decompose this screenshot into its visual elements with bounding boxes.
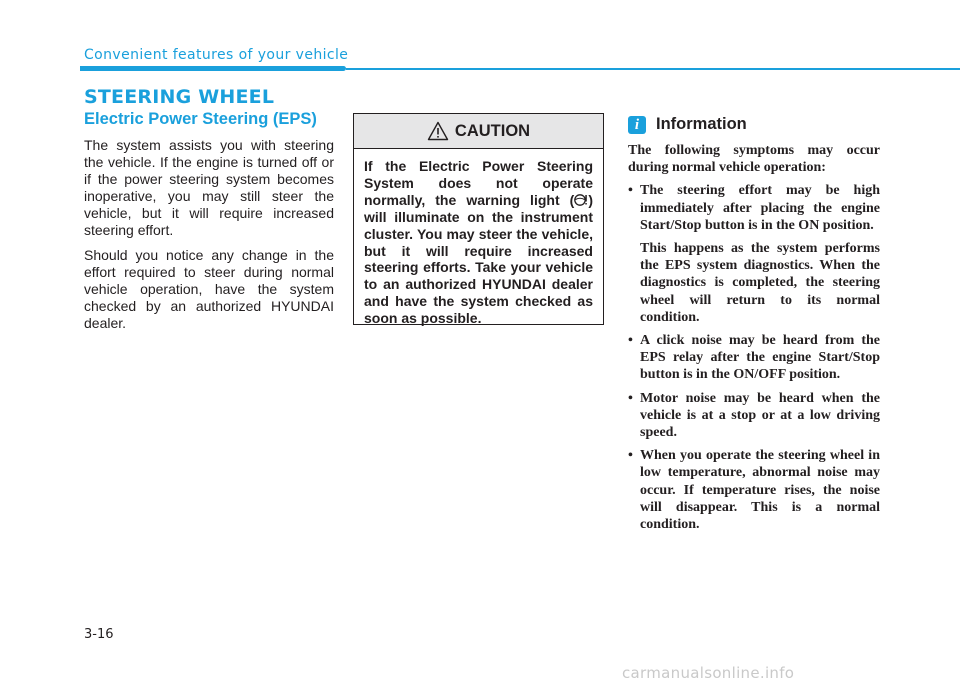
caution-text [354, 149, 603, 327]
subsection-title: Electric Power Steering (EPS) [84, 110, 317, 128]
page-number: 3-16 [84, 627, 114, 642]
list-item-text: When you operate the steering wheel in low temperature, abnormal noise may occur. If temperature rises, the noise will disappear. This is a normal condition. [640, 448, 880, 533]
list-item-extra: This happens as the system performs the EPS system diagnostics. When the diagnostics is completed, the steering wheel will return to its normal condition. [640, 241, 880, 325]
caution-box [353, 113, 604, 325]
list-item-text: Motor noise may be heard when the vehicle is at a stop or at a low driving speed. [640, 390, 880, 441]
header-rule [346, 68, 960, 70]
information-column [628, 142, 880, 539]
paragraph: The system assists you with steering the vehicle. If the engine is turned off or if the power steering system becomes inoperative, you may still steer the vehicle, but it will require increased steering effort. [84, 137, 334, 238]
warning-triangle-icon [427, 121, 449, 141]
section-header: Convenient features of your vehicle [84, 47, 349, 63]
bullet: • [628, 390, 633, 406]
bullet: • [628, 448, 633, 464]
list-item [628, 332, 880, 384]
caution-label: CAUTION [454, 121, 531, 140]
list-item [628, 447, 880, 533]
caution-text-part: If the Electric Power Steering System does not operate normally, the warning light ( [364, 158, 593, 208]
caution-text-part: ) will illuminate on the instrument cluster. You may steer the vehicle, but it will require increased steering efforts. Take your vehicle to an authorized HYUNDAI dealer and have the system checked as soon as possible. [364, 191, 593, 327]
bullet: • [628, 333, 633, 349]
watermark: carmanualsonline.info [622, 664, 795, 682]
steering-warning-icon [574, 193, 588, 207]
information-intro: The following symptoms may occur during normal vehicle operation: [628, 143, 880, 176]
list-item-text: The steering effort may be high immediately after placing the engine Start/Stop button is in the ON position. [640, 183, 880, 233]
list-item [628, 390, 880, 442]
information-title: Information [656, 115, 747, 133]
header-accent-bar [80, 66, 346, 71]
caution-header [354, 114, 603, 149]
page-title: STEERING WHEEL [84, 86, 275, 108]
list-item [628, 182, 880, 326]
bullet: • [628, 183, 633, 199]
info-icon: i [628, 116, 646, 134]
information-header [628, 115, 747, 134]
left-column [84, 137, 334, 340]
paragraph: Should you notice any change in the effort required to steer during normal vehicle operation, have the system checked by an authorized HYUNDAI dealer. [84, 247, 334, 331]
list-item-text: A click noise may be heard from the EPS relay after the engine Start/Stop button is in the ON/OFF position. [640, 333, 880, 383]
information-list [628, 182, 880, 533]
